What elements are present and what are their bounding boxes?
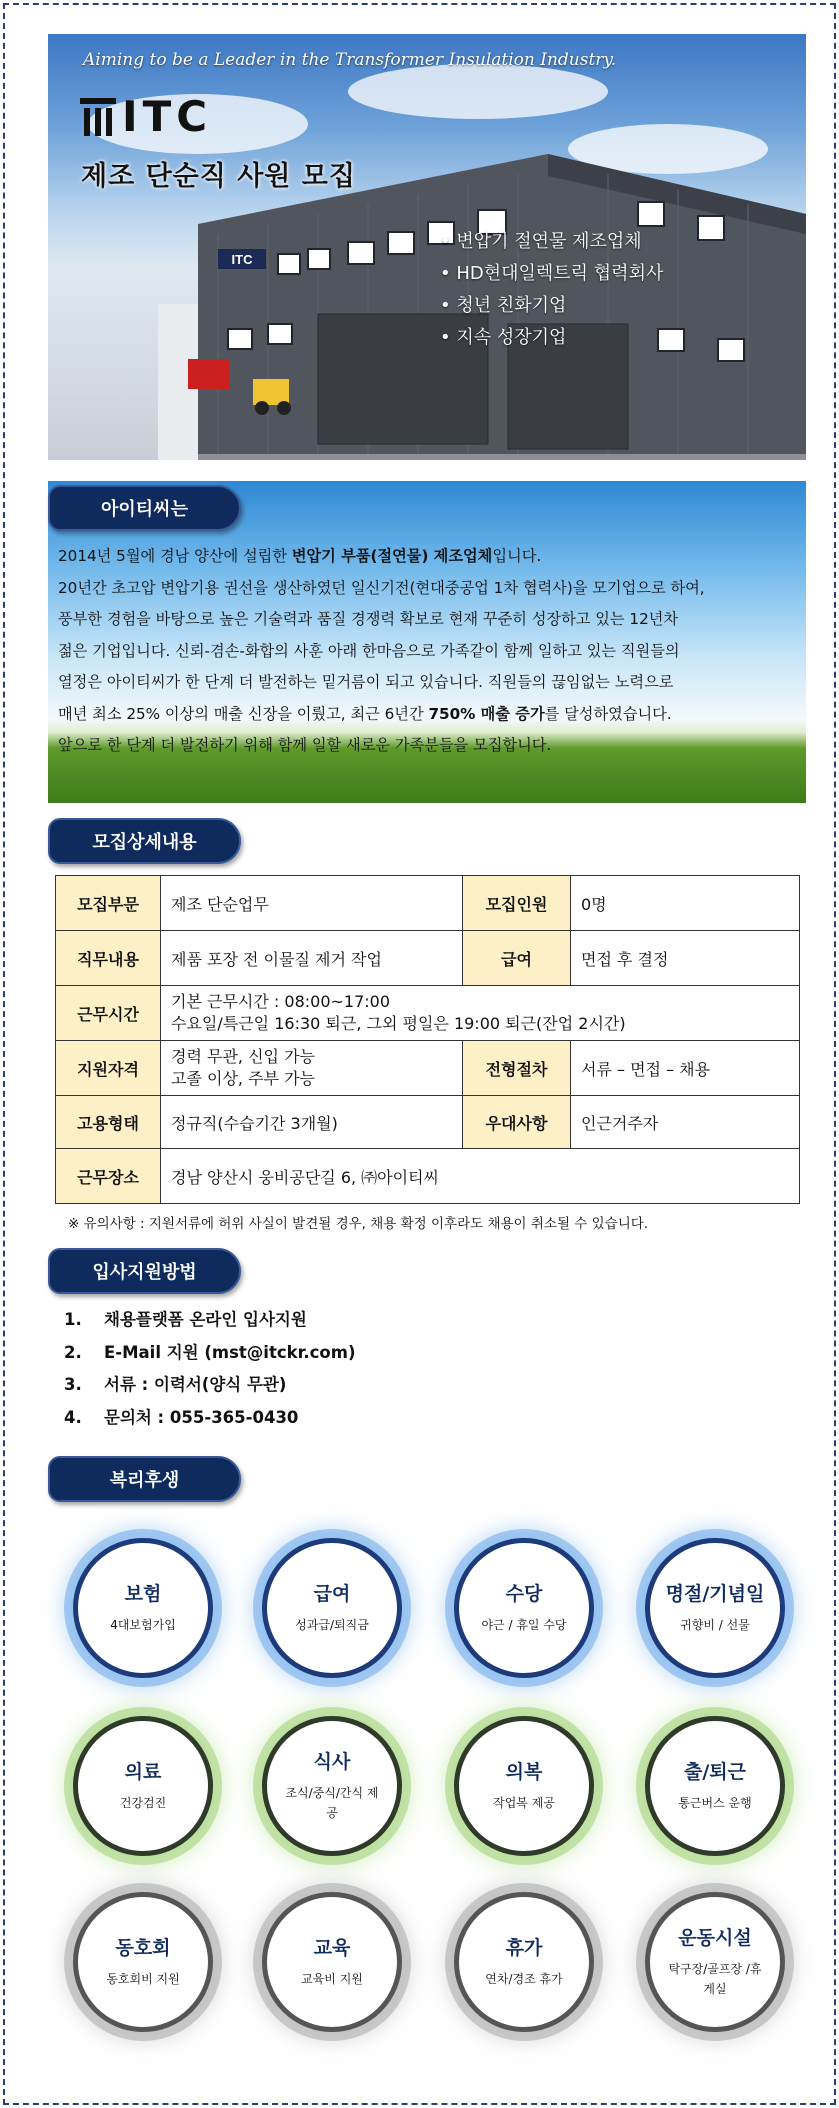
place-value: 경남 양산시 웅비공단길 6, ㈜아이티씨 <box>161 1149 800 1204</box>
pref-value: 인근거주자 <box>571 1096 800 1149</box>
job-header: 직무내용 <box>56 931 161 986</box>
welfare-meals: 식사 조식/중식/간식 제공 <box>262 1716 402 1856</box>
about-line: 매년 최소 25% 이상의 매출 신장을 이뤘고, 최근 6년간 750% 매출 증가를 달성하였습니다. <box>58 704 672 723</box>
qual-line: 고졸 이상, 주부 가능 <box>171 1069 315 1088</box>
type-header: 고용형태 <box>56 1096 161 1149</box>
apply-item: 1. 채용플랫폼 온라인 입사지원 <box>64 1310 307 1329</box>
about-line: 앞으로 한 단계 더 발전하기 위해 함께 일할 새로운 가족분들을 모집합니다. <box>58 736 552 754</box>
feature-item: • HD현대일렉트릭 협력회사 <box>440 258 663 290</box>
pay-header: 급여 <box>463 931 571 986</box>
pay-value: 면접 후 결정 <box>571 931 800 986</box>
apply-heading: 입사지원방법 <box>48 1248 241 1294</box>
about-heading: 아이티씨는 <box>48 485 241 531</box>
logo-text: ITC <box>122 92 213 141</box>
table-row <box>56 931 800 986</box>
hours-value <box>161 986 800 1041</box>
welfare-vacation: 휴가 연차/경조 휴가 <box>454 1892 594 2032</box>
qual-header: 지원자격 <box>56 1041 161 1096</box>
welfare-insurance: 보험 4대보험가입 <box>73 1538 213 1678</box>
hero-title: 제조 단순직 사원 모집 <box>81 161 356 192</box>
table-row <box>56 986 800 1041</box>
table-row <box>56 1149 800 1204</box>
company-features <box>440 226 663 354</box>
about-line: 2014년 5월에 경남 양산에 설립한 변압기 부품(절연물) 제조업체입니다. <box>58 547 542 565</box>
hero-banner <box>48 34 806 460</box>
cloud <box>348 64 608 119</box>
hero-tagline: Aiming to be a Leader in the Transformer Insulation Industry. <box>83 50 617 70</box>
details-heading: 모집상세내용 <box>48 818 241 864</box>
email-link[interactable]: E-Mail 지원 (mst@itckr.com) <box>104 1342 356 1362</box>
feature-item: • 변압기 절연물 제조업체 <box>440 226 663 258</box>
table-row <box>56 876 800 931</box>
apply-item: 4. 문의처 : 055-365-0430 <box>64 1407 299 1427</box>
itc-logo-icon <box>80 98 116 136</box>
apply-method-list <box>64 1304 356 1434</box>
caution-note: ※ 유의사항 : 지원서류에 허위 사실이 발견될 경우, 채용 확정 이후라도 채용이 취소될 수 있습니다. <box>68 1216 649 1232</box>
count-header: 모집인원 <box>463 876 571 931</box>
job-value: 제품 포장 전 이물질 제거 작업 <box>161 931 463 986</box>
hours-header: 근무시간 <box>56 986 161 1041</box>
welfare-allowance: 수당 야근 / 휴일 수당 <box>454 1538 594 1678</box>
process-header: 전형절차 <box>463 1041 571 1096</box>
welfare-medical: 의료 건강검진 <box>73 1716 213 1856</box>
about-text <box>58 541 800 762</box>
company-logo <box>80 92 212 141</box>
welfare-education: 교육 교육비 지원 <box>262 1892 402 2032</box>
process-value: 서류 – 면접 – 채용 <box>571 1041 800 1096</box>
phone-number[interactable]: 문의처 : 055-365-0430 <box>104 1407 299 1427</box>
qual-line: 경력 무관, 신입 가능 <box>171 1047 315 1066</box>
welfare-sports: 운동시설 탁구장/골프장 /휴게실 <box>645 1892 785 2032</box>
count-value: 0명 <box>571 876 800 931</box>
hours-line: 수요일/특근일 16:30 퇴근, 그외 평일은 19:00 퇴근(잔업 2시간) <box>171 1014 626 1033</box>
welfare-holiday: 명절/기념일 귀향비 / 선물 <box>645 1538 785 1678</box>
place-header: 근무장소 <box>56 1149 161 1204</box>
welfare-club: 동호회 동호회비 지원 <box>73 1892 213 2032</box>
pref-header: 우대사항 <box>463 1096 571 1149</box>
welfare-commute: 출/퇴근 통근버스 운행 <box>645 1716 785 1856</box>
feature-item: • 지속 성장기업 <box>440 322 663 354</box>
table-row <box>56 1096 800 1149</box>
apply-item: 2. E-Mail 지원 (mst@itckr.com) <box>64 1342 356 1362</box>
feature-item: • 청년 친화기업 <box>440 290 663 322</box>
dept-header: 모집부문 <box>56 876 161 931</box>
apply-item: 3. 서류 : 이력서(양식 무관) <box>64 1375 287 1394</box>
type-value: 정규직(수습기간 3개월) <box>161 1096 463 1149</box>
building-sign: ITC <box>231 252 253 267</box>
welfare-pay: 급여 성과급/퇴직금 <box>262 1538 402 1678</box>
hours-line: 기본 근무시간 : 08:00~17:00 <box>171 992 391 1011</box>
about-line: 젊은 기업입니다. 신뢰-겸손-화합의 사훈 아래 한마음으로 가족같이 함께 일하고 있는 직원들의 <box>58 641 680 660</box>
welfare-heading: 복리후생 <box>48 1456 241 1502</box>
recruitment-details-table <box>55 875 800 1204</box>
about-line: 20년간 초고압 변압기용 권선을 생산하였던 일신기전(현대중공업 1차 협력사)을 모기업으로 하여, <box>58 578 705 597</box>
about-line: 풍부한 경험을 바탕으로 높은 기술력과 품질 경쟁력 확보로 현재 꾸준히 성장하고 있는 12년차 <box>58 610 679 628</box>
qual-value <box>161 1041 463 1096</box>
about-line: 열정은 아이티씨가 한 단계 더 발전하는 밑거름이 되고 있습니다. 직원들의 끊임없는 노력으로 <box>58 673 674 691</box>
dept-value: 제조 단순업무 <box>161 876 463 931</box>
table-row <box>56 1041 800 1096</box>
welfare-uniform: 의복 작업복 제공 <box>454 1716 594 1856</box>
